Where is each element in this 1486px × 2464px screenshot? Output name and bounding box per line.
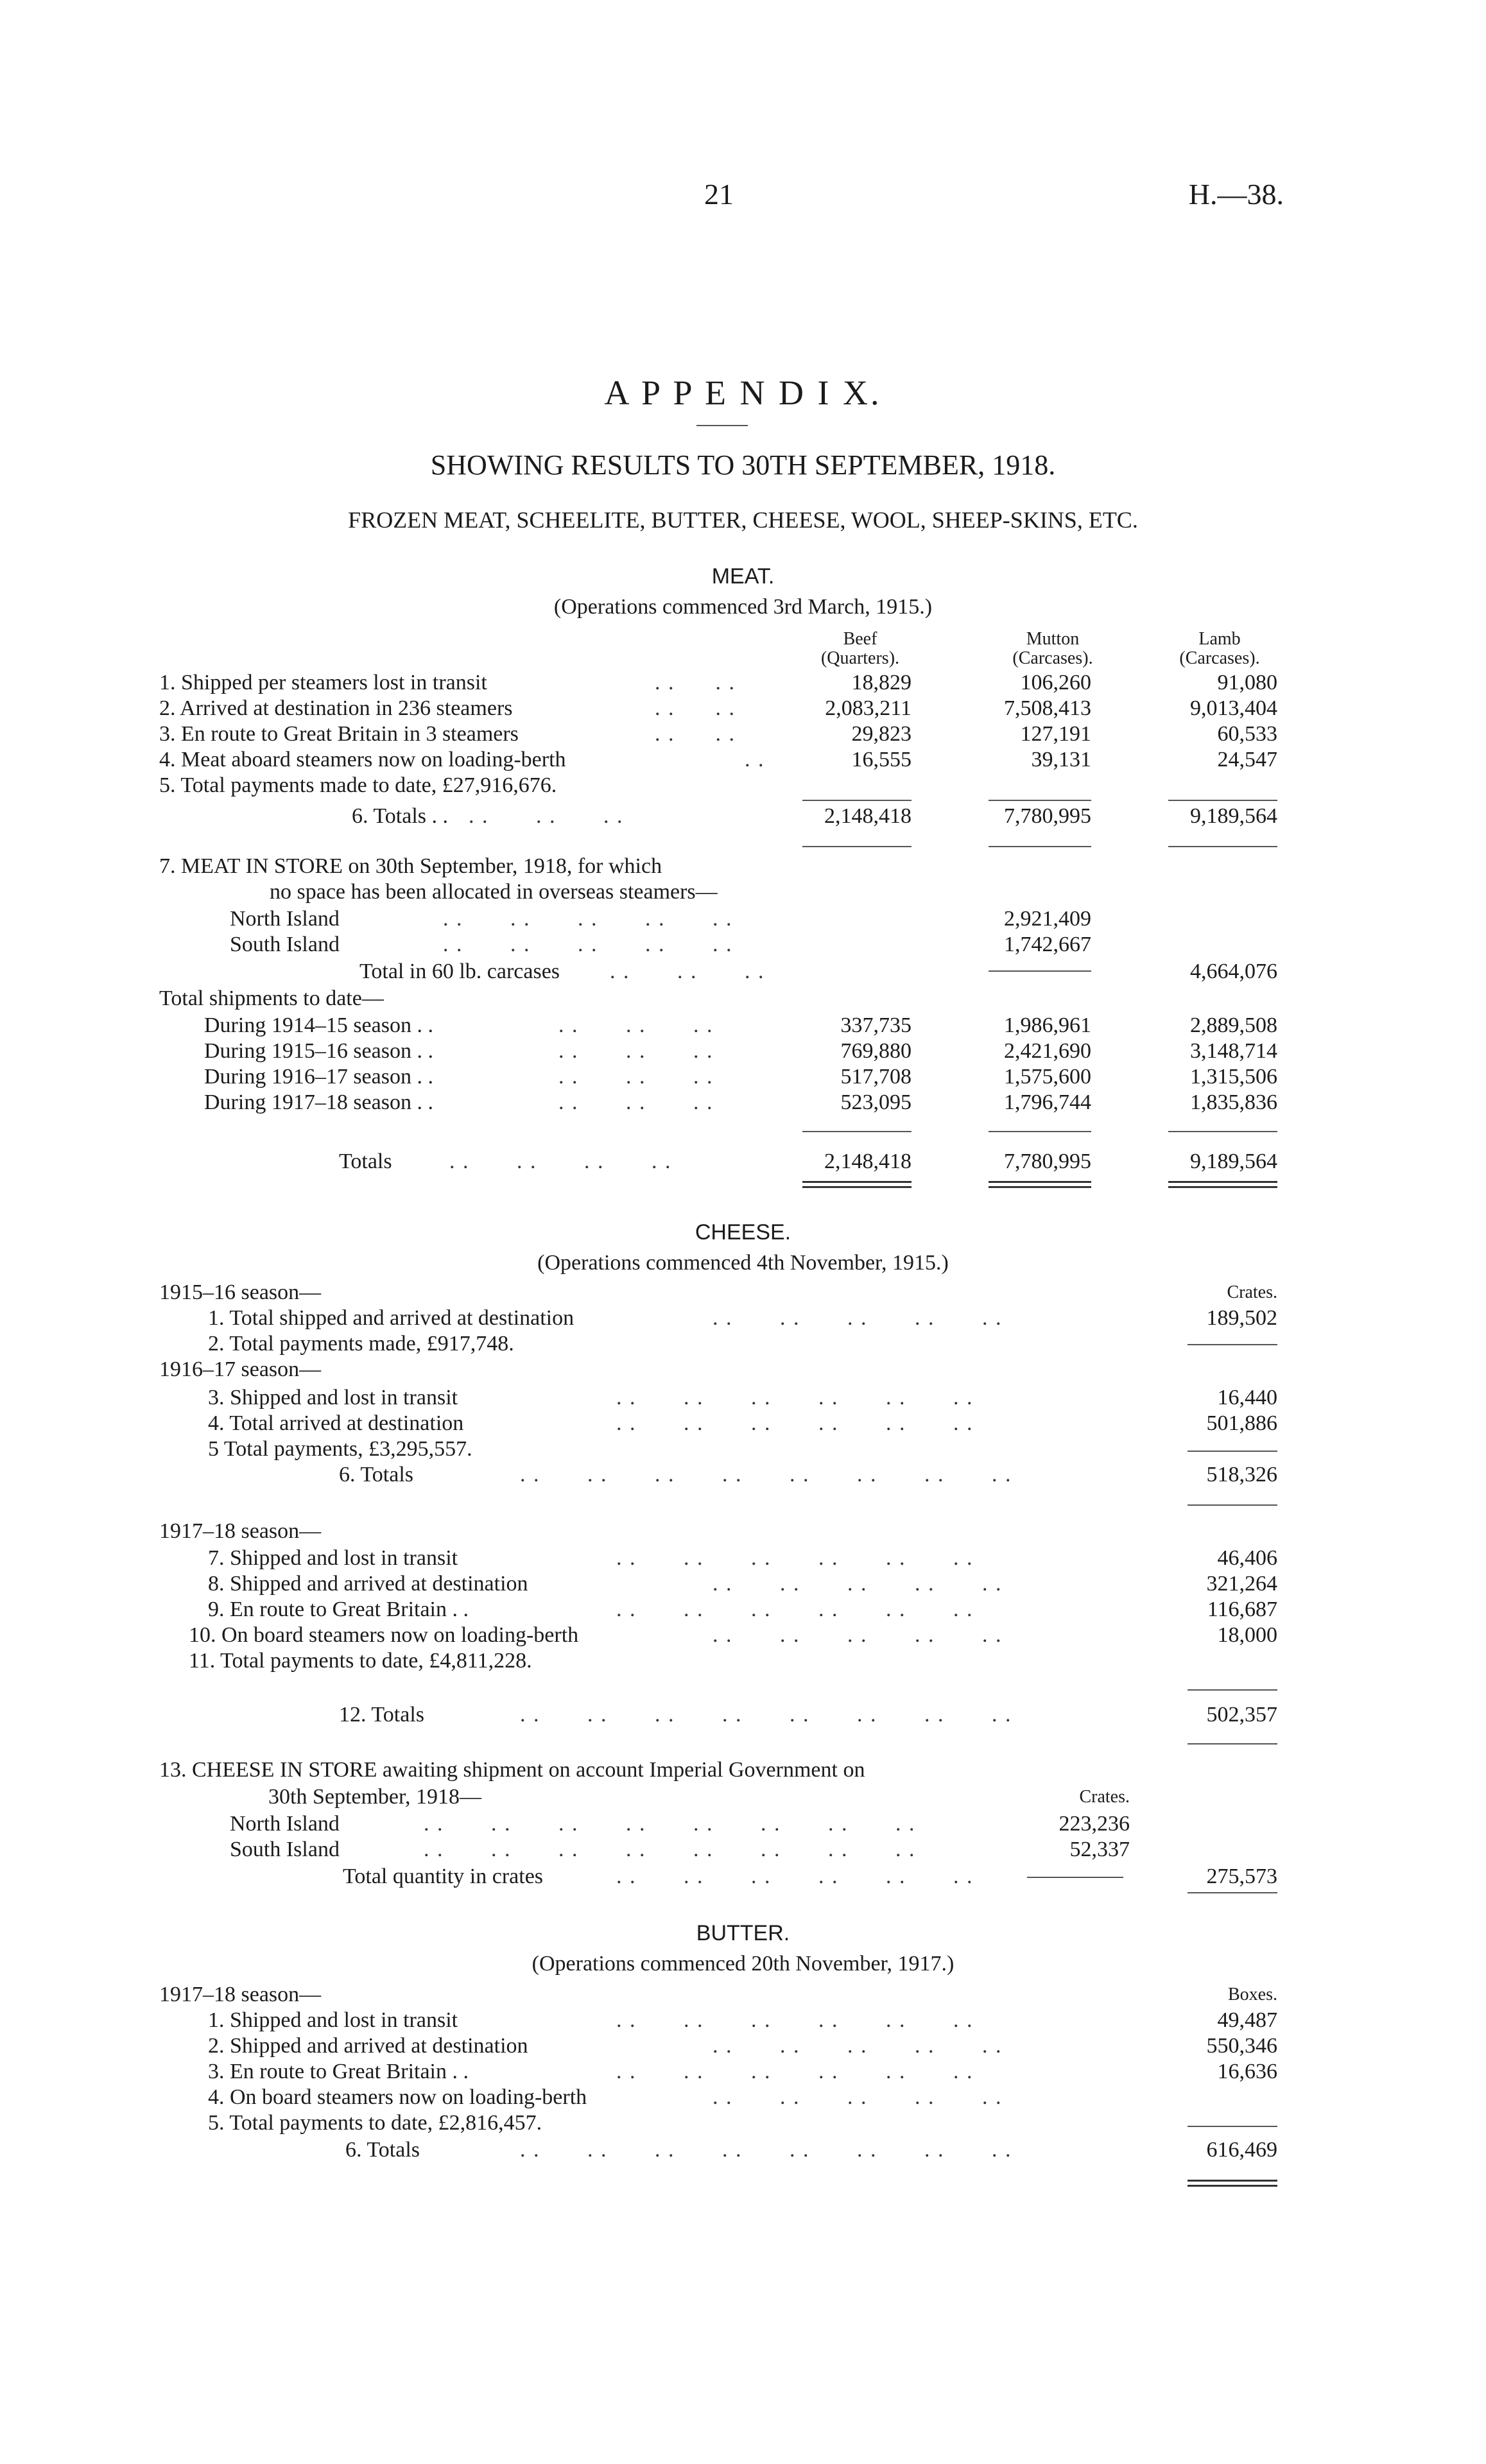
cheese-row-label: 7. Shipped and lost in transit	[208, 1546, 458, 1570]
season-beef: 769,880	[840, 1039, 911, 1063]
meat-lamb-value: 9,013,404	[1190, 696, 1277, 720]
grand-totals-label: Totals	[339, 1150, 392, 1173]
meat-lamb-value: 60,533	[1217, 722, 1277, 746]
leader-dots: . . . .	[655, 722, 736, 746]
leader-dots: . . . . . .	[558, 1090, 714, 1114]
cheese-row-label: 3. Shipped and lost in transit	[208, 1386, 458, 1409]
rule	[1188, 1892, 1277, 1893]
grand-total-mutton: 7,780,995	[1004, 1150, 1091, 1173]
meat-row-label: 4. Meat aboard steamers now on loading-berth	[159, 748, 566, 771]
meat-beef-value: 16,555	[851, 748, 911, 771]
title-rule	[696, 425, 748, 426]
cheese-row-value: 18,000	[1217, 1623, 1277, 1647]
leader-dots: . . . . . . . . . .	[713, 1306, 1003, 1330]
season-beef: 523,095	[840, 1090, 911, 1114]
cheese-unit: Crates.	[1227, 1282, 1277, 1302]
cheese-s3-total-label: 12. Totals	[339, 1703, 424, 1727]
cheese-s3-total-value: 502,357	[1206, 1703, 1277, 1727]
leader-dots: . . . . . . . . . .	[713, 2034, 1003, 2058]
meat-store-north-value: 2,921,409	[1004, 907, 1091, 931]
meat-total-lamb: 9,189,564	[1190, 804, 1277, 828]
leader-dots: . . . . . . . . . . . . . . . .	[520, 1463, 1012, 1486]
meat-mutton-value: 39,131	[1031, 748, 1091, 771]
butter-total-value: 616,469	[1206, 2138, 1277, 2162]
rule	[1168, 800, 1277, 801]
meat-beef-value: 18,829	[851, 671, 911, 694]
season-beef: 517,708	[840, 1065, 911, 1089]
cheese-store-unit: Crates.	[1079, 1787, 1130, 1807]
rule	[989, 846, 1091, 847]
double-rule	[989, 1186, 1091, 1188]
rule	[989, 1131, 1091, 1132]
cheese-row-value: 189,502	[1206, 1306, 1277, 1330]
cheese-row-label: 1. Total shipped and arrived at destination	[208, 1306, 575, 1330]
cheese-row-label: 2. Total payments made, £917,748.	[208, 1332, 514, 1356]
leader-dots: . . . . . . . . . .	[713, 1623, 1003, 1647]
double-rule	[1188, 2185, 1277, 2187]
meat-store-line2: no space has been allocated in overseas steamers—	[270, 880, 718, 904]
leader-dots: . . . .	[655, 671, 736, 694]
leader-dots: . . . . . . . . . . . .	[616, 1546, 974, 1570]
meat-store-total-label: Total in 60 lb. carcases	[359, 960, 560, 983]
leader-dots: . . . . . . . . . . . . . . . .	[424, 1812, 916, 1836]
meat-store-north-label: North Island	[230, 907, 340, 931]
meat-lamb-value: 91,080	[1217, 671, 1277, 694]
cheese-row-value: 501,886	[1206, 1411, 1277, 1435]
cheese-s2-total-label: 6. Totals	[339, 1463, 413, 1486]
rule	[1168, 1131, 1277, 1132]
butter-row-label: 2. Shipped and arrived at destination	[208, 2034, 528, 2058]
rule	[802, 846, 911, 847]
cheese-row-label: 11. Total payments to date, £4,811,228.	[189, 1649, 532, 1673]
leader-dots: . . . . . . . . . . . . . . . .	[520, 2138, 1012, 2162]
meat-store-south-value: 1,742,667	[1004, 933, 1091, 956]
cheese-store-south-label: South Island	[230, 1838, 340, 1861]
leader-dots: . . . . . . . . . . . .	[616, 1598, 974, 1621]
double-rule	[989, 1181, 1091, 1183]
butter-row-value: 16,636	[1217, 2060, 1277, 2083]
rule	[989, 970, 1091, 972]
leader-dots: . . . . . .	[558, 1039, 714, 1063]
rule	[1188, 1743, 1277, 1745]
cheese-heading: CHEESE.	[695, 1220, 791, 1245]
season-label: During 1916–17 season . .	[204, 1065, 433, 1089]
cheese-season-1: 1915–16 season—	[159, 1280, 322, 1304]
season-mutton: 1,575,600	[1004, 1065, 1091, 1089]
leader-dots: . . . . . . . . . .	[713, 2085, 1003, 2109]
butter-operations: (Operations commenced 20th November, 1917.)	[531, 1952, 955, 1976]
leader-dots: . . . . . . . . . . . .	[616, 1411, 974, 1435]
double-rule	[1168, 1186, 1277, 1188]
season-beef: 337,735	[840, 1013, 911, 1037]
double-rule	[802, 1186, 911, 1188]
season-mutton: 1,986,961	[1004, 1013, 1091, 1037]
page-number: 21	[704, 178, 734, 211]
leader-dots: . . . . . . . . . . . .	[616, 1386, 974, 1409]
cheese-row-label: 10. On board steamers now on loading-berth	[189, 1623, 579, 1647]
meat-heading: MEAT.	[711, 564, 775, 589]
leader-dots: . .	[745, 748, 765, 771]
cheese-store-total-value: 275,573	[1206, 1865, 1277, 1888]
season-label: During 1917–18 season . .	[204, 1090, 433, 1114]
double-rule	[802, 1181, 911, 1183]
leader-dots: . . . . . . . . . .	[443, 933, 733, 956]
season-lamb: 3,148,714	[1190, 1039, 1277, 1063]
leader-dots: . . . . . . . . . . . .	[616, 2060, 974, 2083]
grand-total-lamb: 9,189,564	[1190, 1150, 1277, 1173]
beef-col-unit: (Quarters).	[820, 648, 900, 668]
cheese-store-line1: 13. CHEESE IN STORE awaiting shipment on account Imperial Government on	[159, 1758, 865, 1782]
meat-total-beef: 2,148,418	[824, 804, 911, 828]
rule	[1168, 846, 1277, 847]
butter-row-value: 49,487	[1217, 2008, 1277, 2032]
rule	[1188, 1451, 1277, 1452]
meat-row-label: 1. Shipped per steamers lost in transit	[159, 671, 487, 694]
meat-mutton-value: 106,260	[1020, 671, 1091, 694]
leader-dots: . . . . . . . . . . . . . . . .	[520, 1703, 1012, 1727]
meat-store-south-label: South Island	[230, 933, 340, 956]
meat-totals-label: 6. Totals . .	[352, 804, 448, 828]
rule	[1188, 1689, 1277, 1691]
butter-row-label: 3. En route to Great Britain . .	[208, 2060, 469, 2083]
appendix-subtitle: SHOWING RESULTS TO 30TH SEPTEMBER, 1918.	[430, 449, 1056, 481]
meat-row-label: 2. Arrived at destination in 236 steamers	[159, 696, 513, 720]
butter-heading: BUTTER.	[696, 1921, 790, 1945]
meat-row-label: 5. Total payments made to date, £27,916,676.	[159, 773, 557, 797]
meat-mutton-value: 127,191	[1020, 722, 1091, 746]
meat-store-line1: 7. MEAT IN STORE on 30th September, 1918, for which	[159, 854, 662, 878]
grand-total-beef: 2,148,418	[824, 1150, 911, 1173]
lamb-col-header: Lamb	[1198, 629, 1241, 649]
meat-beef-value: 2,083,211	[825, 696, 911, 720]
butter-season: 1917–18 season—	[159, 1983, 322, 2006]
leader-dots: . . . . . . . .	[449, 1150, 672, 1173]
butter-total-label: 6. Totals	[345, 2138, 420, 2162]
season-lamb: 1,835,836	[1190, 1090, 1277, 1114]
appendix-subtitle-2: FROZEN MEAT, SCHEELITE, BUTTER, CHEESE, WOOL, SHEEP-SKINS, ETC.	[348, 507, 1138, 533]
doc-reference: H.—38.	[1188, 178, 1284, 211]
rule	[802, 800, 911, 801]
cheese-row-label: 9. En route to Great Britain . .	[208, 1598, 469, 1621]
rule	[1188, 1504, 1277, 1506]
cheese-row-label: 4. Total arrived at destination	[208, 1411, 464, 1435]
mutton-col-header: Mutton	[1026, 629, 1080, 649]
meat-total-mutton: 7,780,995	[1004, 804, 1091, 828]
season-mutton: 2,421,690	[1004, 1039, 1091, 1063]
cheese-store-north-value: 223,236	[1058, 1812, 1130, 1836]
meat-beef-value: 29,823	[851, 722, 911, 746]
season-mutton: 1,796,744	[1004, 1090, 1091, 1114]
cheese-row-value: 116,687	[1207, 1598, 1277, 1621]
shipments-label: Total shipments to date—	[159, 986, 384, 1010]
cheese-s2-total-value: 518,326	[1206, 1463, 1277, 1486]
cheese-store-line2: 30th September, 1918—	[268, 1785, 481, 1809]
cheese-store-north-label: North Island	[230, 1812, 340, 1836]
cheese-season-3: 1917–18 season—	[159, 1519, 322, 1543]
meat-store-total-value: 4,664,076	[1190, 960, 1277, 983]
leader-dots: . . . . . . . . . .	[713, 1572, 1003, 1596]
mutton-col-unit: (Carcases).	[1012, 648, 1093, 668]
leader-dots: . . . . . . . . . .	[443, 907, 733, 931]
butter-row-label: 1. Shipped and lost in transit	[208, 2008, 458, 2032]
rule	[1188, 1344, 1277, 1345]
cheese-operations: (Operations commenced 4th November, 1915.)	[537, 1251, 949, 1275]
season-label: During 1915–16 season . .	[204, 1039, 433, 1063]
meat-row-label: 3. En route to Great Britain in 3 steamers	[159, 722, 519, 746]
leader-dots: . . . .	[655, 696, 736, 720]
leader-dots: . . . . . . . . . . . .	[616, 2008, 974, 2032]
meat-lamb-value: 24,547	[1217, 748, 1277, 771]
butter-unit: Boxes.	[1228, 1985, 1277, 2004]
meat-operations: (Operations commenced 3rd March, 1915.)	[553, 595, 933, 619]
rule	[1188, 2126, 1277, 2127]
leader-dots: . . . . . .	[469, 804, 624, 828]
leader-dots: . . . . . .	[610, 960, 765, 983]
leader-dots: . . . . . .	[558, 1065, 714, 1089]
leader-dots: . . . . . .	[558, 1013, 714, 1037]
meat-mutton-value: 7,508,413	[1004, 696, 1091, 720]
butter-row-label: 4. On board steamers now on loading-berth	[208, 2085, 587, 2109]
season-lamb: 1,315,506	[1190, 1065, 1277, 1089]
butter-row-value: 550,346	[1206, 2034, 1277, 2058]
cheese-row-label: 5 Total payments, £3,295,557.	[208, 1437, 472, 1461]
lamb-col-unit: (Carcases).	[1179, 648, 1260, 668]
leader-dots: . . . . . . . . . . . . . . . .	[424, 1838, 916, 1861]
double-rule	[1168, 1181, 1277, 1183]
appendix-title: A P P E N D I X.	[604, 374, 882, 412]
butter-row-label: 5. Total payments to date, £2,816,457.	[208, 2111, 542, 2135]
rule	[989, 800, 1091, 801]
double-rule	[1188, 2180, 1277, 2182]
cheese-store-total-label: Total quantity in crates	[343, 1865, 544, 1888]
cheese-store-south-value: 52,337	[1069, 1838, 1130, 1861]
rule	[802, 1131, 911, 1132]
cheese-season-2: 1916–17 season—	[159, 1357, 322, 1381]
season-label: During 1914–15 season . .	[204, 1013, 433, 1037]
season-lamb: 2,889,508	[1190, 1013, 1277, 1037]
beef-col-header: Beef	[843, 629, 877, 649]
cheese-row-value: 16,440	[1217, 1386, 1277, 1409]
cheese-row-value: 46,406	[1217, 1546, 1277, 1570]
cheese-row-value: 321,264	[1206, 1572, 1277, 1596]
cheese-row-label: 8. Shipped and arrived at destination	[208, 1572, 528, 1596]
rule	[1027, 1877, 1123, 1878]
leader-dots: . . . . . . . . . . . .	[616, 1865, 974, 1888]
